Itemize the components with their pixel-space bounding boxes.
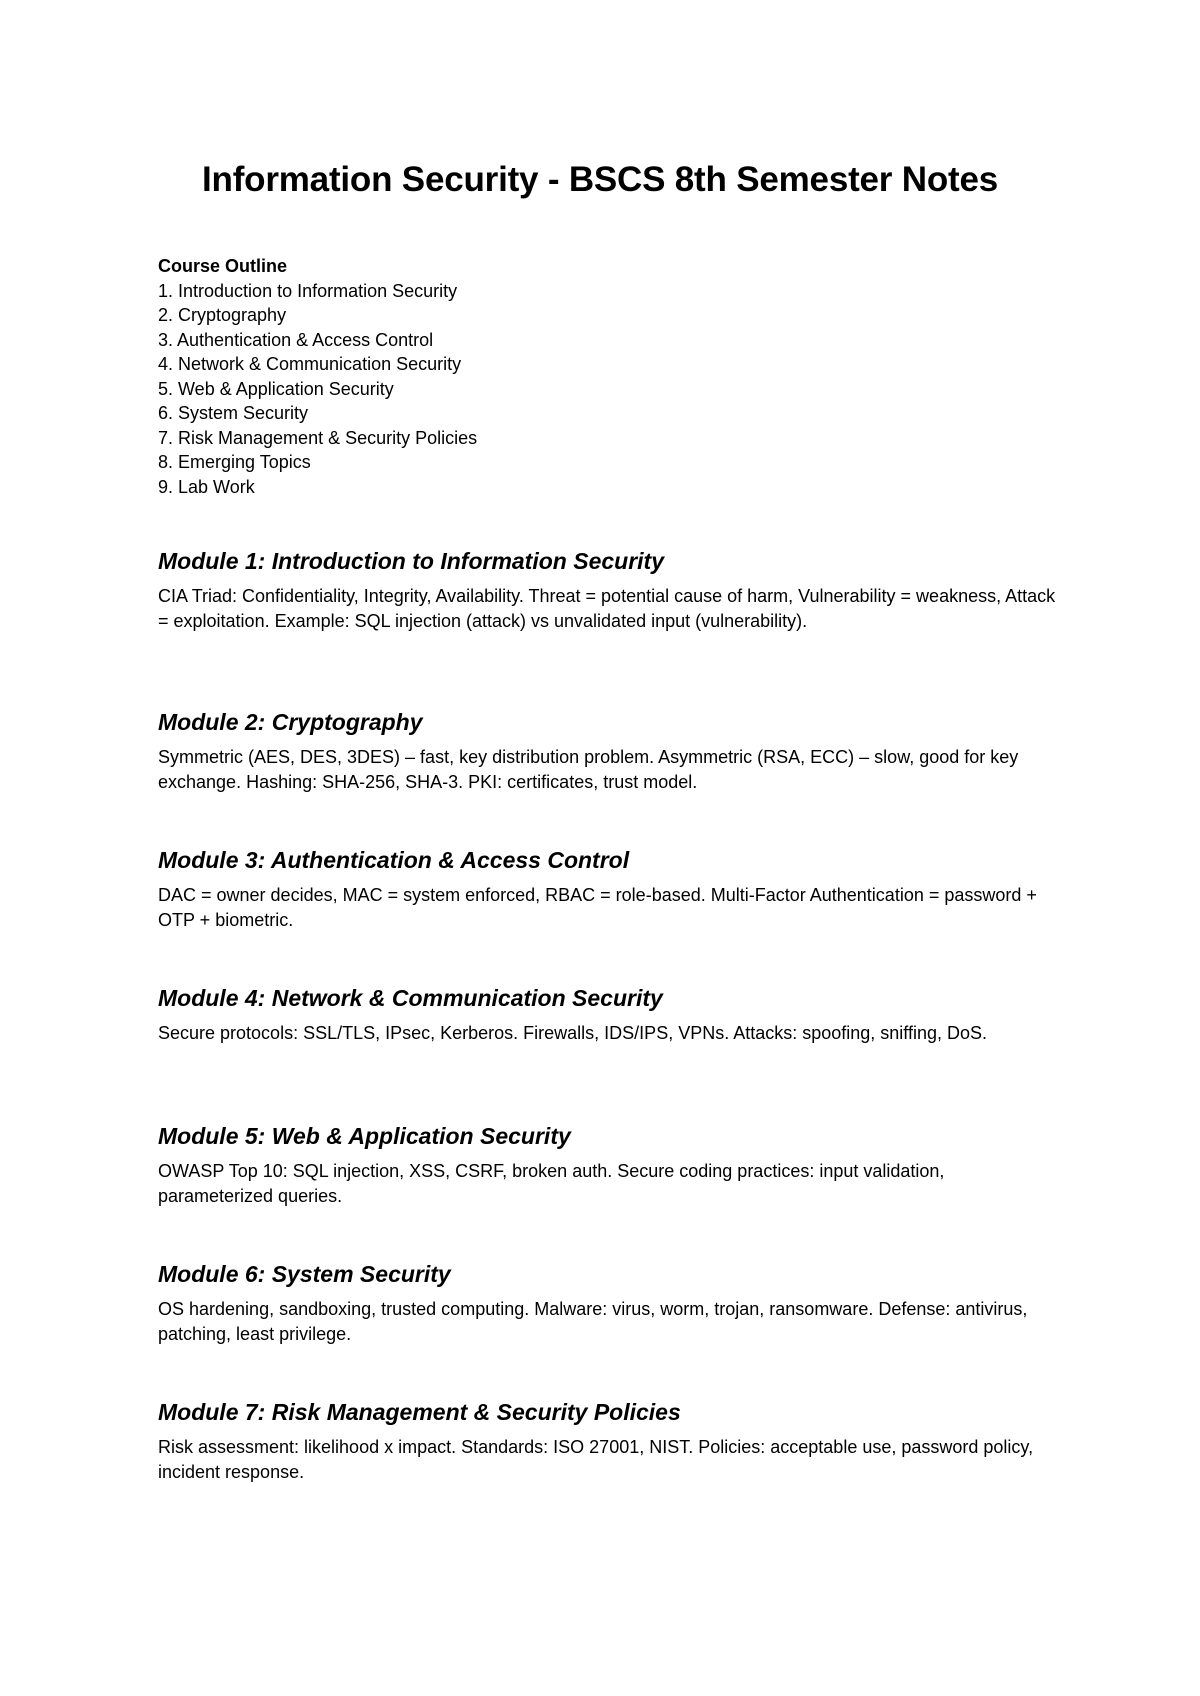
module-4 xyxy=(158,983,1063,1046)
document-title: Information Security - BSCS 8th Semester Notes xyxy=(202,160,998,199)
outline-item: 8. Emerging Topics xyxy=(158,452,311,472)
module-body: Risk assessment: likelihood x impact. Standards: ISO 27001, NIST. Policies: acceptable use, password policy, incident response. xyxy=(158,1437,1034,1482)
module-heading: Module 4: Network & Communication Security xyxy=(158,985,663,1011)
module-body: OS hardening, sandboxing, trusted computing. Malware: virus, worm, trojan, ransomware. Defense: antivirus, patching, least privilege. xyxy=(158,1299,1028,1344)
course-outline-heading: Course Outline xyxy=(158,256,288,276)
module-body: Secure protocols: SSL/TLS, IPsec, Kerberos. Firewalls, IDS/IPS, VPNs. Attacks: spoofing, sniffing, DoS. xyxy=(158,1023,988,1043)
module-heading: Module 7: Risk Management & Security Policies xyxy=(158,1399,681,1425)
outline-item: 6. System Security xyxy=(158,403,309,423)
outline-item: 5. Web & Application Security xyxy=(158,378,394,399)
module-3 xyxy=(158,845,1063,933)
course-outline-list xyxy=(158,279,1060,500)
module-2 xyxy=(158,707,1063,795)
module-5 xyxy=(158,1121,1063,1209)
outline-item: 7. Risk Management & Security Policies xyxy=(158,427,478,448)
module-body: OWASP Top 10: SQL injection, XSS, CSRF, broken auth. Secure coding practices: input validation, parameterized queries. xyxy=(158,1161,945,1206)
module-heading: Module 2: Cryptography xyxy=(158,709,423,735)
module-heading: Module 1: Introduction to Information Security xyxy=(158,548,664,574)
module-heading: Module 3: Authentication & Access Control xyxy=(158,847,630,873)
module-6 xyxy=(158,1259,1063,1347)
course-outline xyxy=(158,254,1060,499)
module-heading: Module 6: System Security xyxy=(158,1261,451,1287)
outline-item: 1. Introduction to Information Security xyxy=(158,280,458,301)
module-7 xyxy=(158,1397,1063,1485)
module-1 xyxy=(158,546,1063,634)
module-body: Symmetric (AES, DES, 3DES) – fast, key distribution problem. Asymmetric (RSA, ECC) – slow, good for key exchange. Hashing: SHA-256, SHA-3. PKI: certificates, trust model. xyxy=(158,747,1019,792)
outline-item: 3. Authentication & Access Control xyxy=(158,329,434,350)
outline-item: 2. Cryptography xyxy=(158,305,287,325)
module-body: CIA Triad: Confidentiality, Integrity, Availability. Threat = potential cause of harm, Vulnerability = weakness, Attack = exploitation. Example: SQL injection (attack) vs unvalidated input (vulnerability). xyxy=(158,586,1056,631)
outline-item: 4. Network & Communication Security xyxy=(158,354,462,374)
outline-item: 9. Lab Work xyxy=(158,476,255,497)
module-body: DAC = owner decides, MAC = system enforced, RBAC = role-based. Multi-Factor Authentication = password + OTP + biometric. xyxy=(158,885,1037,930)
module-heading: Module 5: Web & Application Security xyxy=(158,1123,571,1149)
